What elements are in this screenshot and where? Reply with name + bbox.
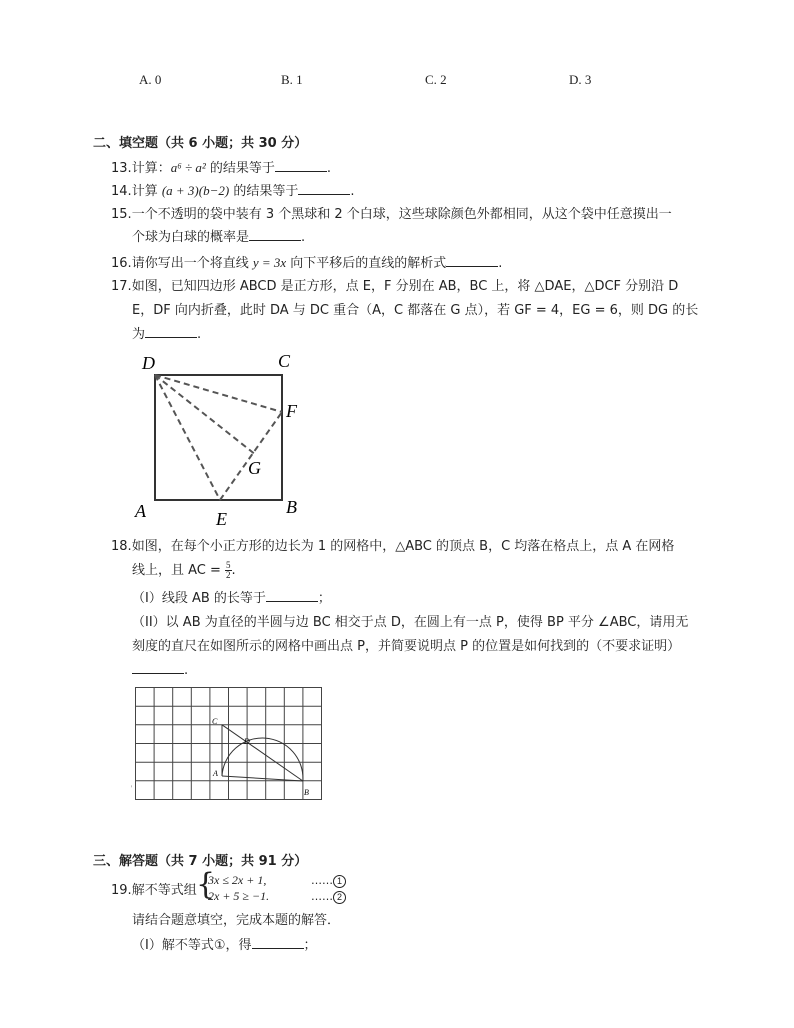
label-e: E — [216, 509, 227, 529]
question-18-part2: （II）以 AB 为直径的半圆与边 BC 相交于点 D，在圆上有一点 P，使得 BP 平分 ∠ABC，请用无 — [132, 615, 689, 630]
question-13: 13.计算：a⁶ ÷ a² 的结果等于 . — [111, 160, 332, 176]
stray-mark: ' — [130, 784, 132, 793]
label-a: A — [135, 501, 146, 521]
answer-blank — [446, 254, 498, 267]
question-18-part2-line2: 刻度的直尺在如图所示的网格中画出点 P，并简要说明点 P 的位置是如何找到的（不要求证明） — [132, 639, 681, 654]
marker-1: …… 1 — [311, 874, 346, 888]
grid-label-b: B — [304, 788, 309, 797]
grid-figure — [126, 684, 326, 806]
question-18-line2: 线上，且 AC = $\frac{5}{2}$ . — [132, 560, 236, 580]
semicircle — [222, 738, 303, 781]
grid-label-c: C — [212, 717, 218, 726]
inequality-1: 3x ≤ 2x + 1, — [208, 873, 267, 887]
question-17-line3: 为 . — [132, 327, 202, 342]
square-fold-figure — [128, 345, 308, 530]
triangle-abc — [222, 725, 303, 781]
question-15-line2: 个球为白球的概率是 . — [132, 230, 306, 245]
label-g: G — [248, 458, 261, 478]
option-d: D. 3 — [569, 72, 592, 87]
grid-label-d: D — [244, 737, 250, 746]
question-19-line2: 请结合题意填空，完成本题的解答． — [132, 913, 341, 928]
answer-blank — [132, 661, 184, 674]
label-b: B — [286, 497, 297, 517]
inequality-2: 2x + 5 ≥ −1. — [208, 889, 270, 903]
question-15: 15.一个不透明的袋中装有 3 个黑球和 2 个白球，这些球除颜色外都相同，从这个袋中任意摸出一 — [111, 207, 672, 222]
question-16: 16.请你写出一个将直线 y = 3x 向下平移后的直线的解析式 . — [111, 255, 503, 271]
answer-blank — [249, 228, 301, 241]
option-b: B. 1 — [281, 72, 303, 87]
question-18-part1: （I）线段 AB 的长等于 ； — [132, 591, 331, 606]
grid-lines — [136, 688, 322, 800]
brace: { — [196, 867, 216, 902]
section-fill-blank-title: 二、填空题（共 6 小题；共 30 分） — [93, 136, 308, 151]
option-c: C. 2 — [425, 72, 447, 87]
fold-lines — [155, 375, 282, 500]
fraction-5-2: $\frac{5}{2}$ — [226, 560, 231, 580]
marker-2: …… 2 — [311, 890, 346, 904]
label-f: F — [286, 401, 297, 421]
option-a: A. 0 — [139, 72, 162, 87]
question-17: 17.如图，已知四边形 ABCD 是正方形，点 E，F 分别在 AB，BC 上，将 △DAE，△DCF 分别沿 D — [111, 279, 679, 294]
question-17-line2: E，DF 向内折叠，此时 DA 与 DC 重合（A，C 都落在 G 点），若 GF = 4，EG = 6，则 DG 的长 — [132, 303, 699, 318]
question-14: 14.计算 (a + 3)(b−2) 的结果等于 . — [111, 183, 355, 199]
question-18-part2-line3: . — [132, 661, 188, 681]
label-d: D — [142, 353, 155, 373]
section-solve-title: 三、解答题（共 7 小题；共 91 分） — [93, 854, 308, 869]
label-c: C — [278, 351, 291, 371]
answer-blank — [298, 182, 350, 195]
question-19: 19.解不等式组 — [111, 883, 197, 898]
grid-label-a: A — [213, 769, 218, 778]
question-18: 18.如图，在每个小正方形的边长为 1 的网格中，△ABC 的顶点 B，C 均落在格点上，点 A 在网格 — [111, 539, 675, 554]
answer-blank — [266, 589, 318, 602]
answer-blank — [145, 325, 197, 338]
question-19-part1: （Ⅰ）解不等式①，得 ； — [132, 938, 317, 953]
answer-blank — [275, 159, 327, 172]
answer-blank — [252, 936, 304, 949]
